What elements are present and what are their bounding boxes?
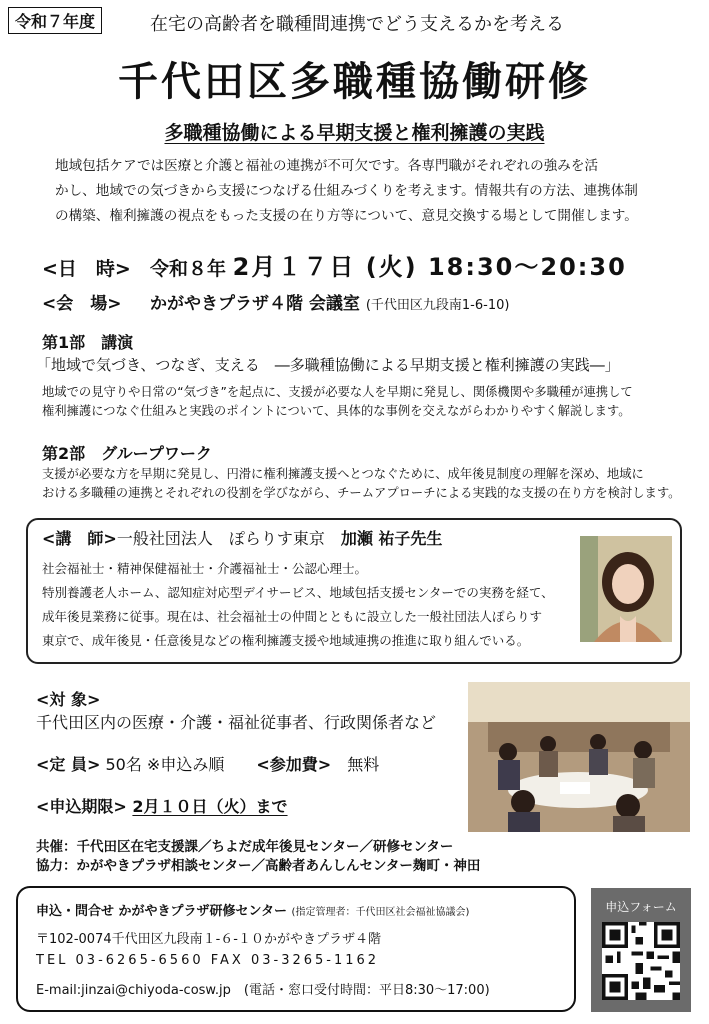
date-value: 2月１７日 (火) 18:30～20:30 [232,253,627,281]
capacity-value: 50名 ※申込み順 [105,755,225,774]
venue-address: (千代田区九段南1-6-10) [365,298,510,313]
page-title: 千代田区多職種協働研修 [118,59,591,105]
part2-text [42,465,680,503]
part1-text [42,383,633,421]
fee-value: 無料 [347,755,380,774]
contact-heading [36,900,469,919]
contact-email[interactable]: E-mail:jinzai@chiyoda-cosw.jp (電話・窓口受付時間：平日8:30～17:00) [36,983,490,998]
year-badge: 令和７年度 [8,7,102,34]
intro-line: の構築、権利擁護の視点をもった支援の在り方等について、意見交換する場として開催します。 [55,208,638,224]
lecturer-bio-line: 成年後見業務に従事。現在は、社会福祉士の仲間とともに設立した一般社団法人ぽらりす [42,609,543,624]
deadline-row [36,794,288,817]
date-prefix: 令和８年 [150,258,227,280]
date-label: <日 時> [42,258,131,280]
contact-address: 〒102-0074千代田区九段南１-６-１０かがやきプラザ４階 [36,932,381,947]
lecturer-bio-line: 社会福祉士・精神保健福祉士・介護福祉士・公認心理士。 [42,561,368,576]
fee-label: <参加費> [256,755,332,774]
contact-phone[interactable]: TEL 03-6265-6560 FAX 03-3265-1162 [36,953,380,968]
part2-heading: 第2部 グループワーク [42,444,212,463]
form-label: 申込フォーム [605,900,677,914]
part1-heading: 第1部 講演 [42,333,134,352]
lecturer-photo [580,536,672,642]
capacity-label: <定 員> [36,755,101,774]
intro-line: 地域包括ケアでは医療と介護と福祉の連携が不可欠です。各専門職がそれぞれの強みを活 [55,158,599,174]
intro-line: かし、地域での気づきから支援につなげる仕組みづくりを考えます。情報共有の方法、連携体制 [55,183,638,199]
intro-paragraph [55,154,665,229]
deadline-value: 2月１０日（火）まで [132,797,288,816]
part2-line: おける多職種の連携とそれぞれの役割を学びながら、チームアプローチによる実践的な支援の在り方を検討します。 [42,486,681,500]
capacity-row [36,752,379,775]
part1-line: 権利擁護につなぐ仕組みと実践のポイントについて、具体的な事例を交えながらわかりやすく解説します。 [42,404,631,418]
deadline-label: <申込期限> [36,797,127,816]
organizer-line: 協力：かがやきプラザ相談センター／高齢者あんしんセンター麹町・神田 [36,858,481,874]
lead-text: 在宅の高齢者を職種間連携でどう支えるかを考える [150,14,564,35]
venue-label: <会 場> [42,294,122,314]
venue-value: かがやきプラザ４階 会議室 [150,294,360,314]
part1-line: 地域での見守りや日常の“気づき”を起点に、支援が必要な人を早期に発見し、関係機関や多職種が連携して [42,385,633,399]
venue-row [42,289,509,314]
page-subtitle [0,118,709,145]
lecturer-bio-line: 特別養護老人ホーム、認知症対応型デイサービス、地域包括支援センターでの実務を経て、 [42,585,554,600]
contact-title: 申込・問合せ かがやきプラザ研修センター [36,904,288,919]
date-row [42,247,627,282]
lecturer-bio [42,557,554,653]
lecturer-bio-line: 東京で、成年後見・任意後見などの権利擁護支援や地域連携の推進に取り組んでいる。 [42,633,530,648]
target-text: 千代田区内の医療・介護・福祉従事者、行政関係者など [36,713,437,732]
lecturer-name: 加瀬 祐子先生 [340,529,443,548]
part2-line: 支援が必要な方を早期に発見し、円滑に権利擁護支援へとつなぐために、成年後見制度の理解を深め、地域に [42,467,644,481]
lecturer-org: 一般社団法人 ぽらりす東京 [116,529,325,548]
part1-quote: 「地域で気づき、つなぎ、支える ―多職種協働による早期支援と権利擁護の実践―」 [36,356,620,374]
qr-code-icon[interactable] [602,922,680,1000]
target-label: <対 象> [36,690,101,709]
contact-manager: (指定管理者：千代田区社会福祉協議会) [291,907,470,918]
workshop-photo [468,682,690,832]
lecturer-heading [42,526,442,549]
organizer-line: 共催：千代田区在宅支援課／ちよだ成年後見センター／研修センター [36,839,454,855]
organizers [36,838,480,876]
subtitle-text: 多職種協働による早期支援と権利擁護の実践 [164,122,545,144]
lecturer-label: <講 師> [42,529,117,548]
